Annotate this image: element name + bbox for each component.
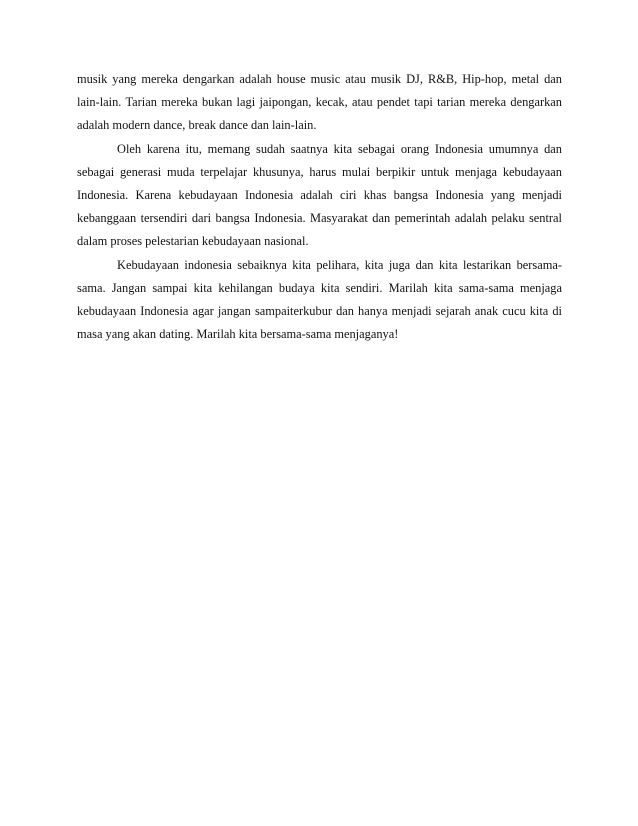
document-body (77, 68, 562, 346)
paragraph-oleh-karena-itu: Oleh karena itu, memang sudah saatnya kita sebagai orang Indonesia umumnya dan sebagai generasi muda terpelajar khusunya, harus mulai berpikir untuk menjaga kebudayaan Indonesia. Karena kebudayaan Indonesia adalah ciri khas bangsa Indonesia yang menjadi kebanggaan tersendiri dari bangsa Indonesia. Masyarakat dan pemerintah adalah pelaku sentral dalam proses pelestarian kebudayaan nasional. (77, 141, 562, 249)
paragraph-kebudayaan-indonesia: Kebudayaan indonesia sebaiknya kita pelihara, kita juga dan kita lestarikan bersama-sama. Jangan sampai kita kehilangan budaya kita sendiri. Marilah kita sama-sama menjaga kebudayaan Indonesia agar jangan sampaiterkubur dan hanya menjadi sejarah anak cucu kita di masa yang akan dating. Marilah kita bersama-sama menjaganya! (77, 257, 562, 342)
paragraph-continuation: musik yang mereka dengarkan adalah house music atau musik DJ, R&B, Hip-hop, metal dan lain-lain. Tarian mereka bukan lagi jaipongan, kecak, atau pendet tapi tarian mereka dengarkan adalah modern dance, break dance dan lain-lain. (77, 72, 562, 133)
